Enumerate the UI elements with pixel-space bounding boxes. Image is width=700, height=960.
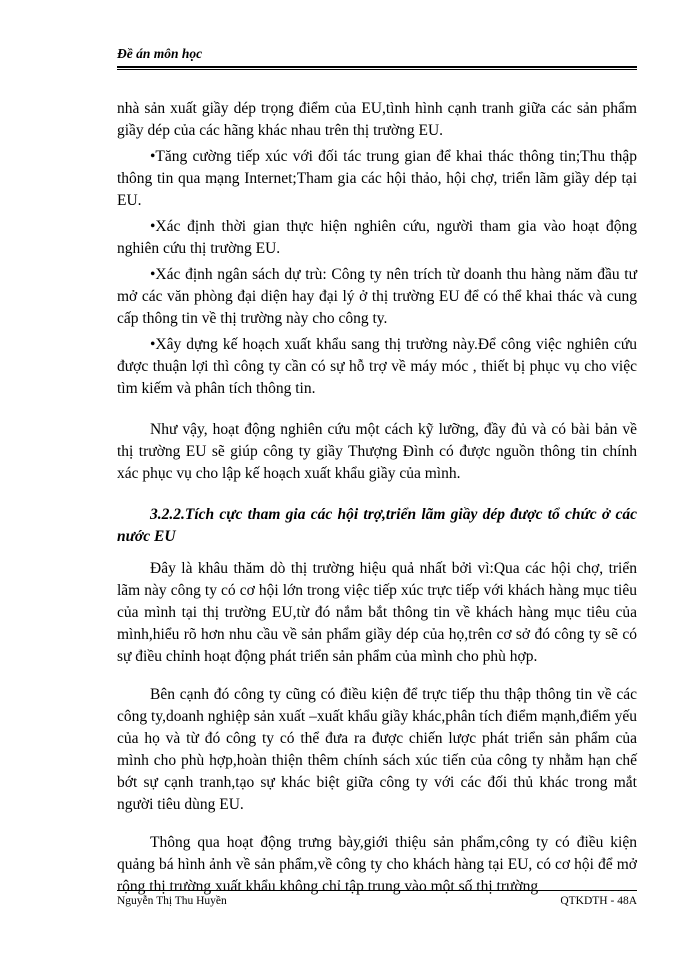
body-paragraph: Đây là khâu thăm dò thị trường hiệu quả nhất bởi vì:Qua các hội chợ, triển lãm này công ty có cơ hội lớn trong việc tiếp xúc trực tiếp với khách hàng mục tiêu của mình tại thị trường EU,từ đó nắm bắt thông tin về khách hàng mục tiêu của mình,hiểu rõ hơn nhu cầu về sản phẩm giầy dép của họ,trên cơ sở đó công ty sẽ có sự điều chỉnh hoạt động phát triển sản phẩm của mình cho phù hợp. bbox=[117, 560, 637, 665]
bullet-item: •Xác định thời gian thực hiện nghiên cứu, người tham gia vào hoạt động nghiên cứu thị trường EU. bbox=[117, 218, 637, 257]
intro-paragraph: nhà sản xuất giầy dép trọng điểm của EU,tình hình cạnh tranh giữa các sản phẩm giầy dép của các hãng khác nhau trên thị trường EU. bbox=[117, 100, 637, 139]
header-rule bbox=[117, 66, 637, 68]
body-paragraph: Thông qua hoạt động trưng bày,giới thiệu sản phẩm,công ty có điều kiện quảng bá hình ảnh về sản phẩm,về công ty cho khách hàng tại EU, có cơ hội để mở rộng thị trường xuất khẩu không chỉ tập trung vào một số thị trường bbox=[117, 834, 637, 895]
bullet-item: •Xây dựng kế hoạch xuất khẩu sang thị trường này.Để công việc nghiên cứu được thuận lợi thì công ty cần có sự hỗ trợ về máy móc , thiết bị phục vụ cho việc tìm kiếm và phân tích thông tin. bbox=[117, 336, 637, 397]
footer-author: Nguyễn Thị Thu Huyền bbox=[117, 895, 227, 907]
page-header bbox=[117, 46, 637, 66]
header-title: Đề án môn học bbox=[117, 46, 203, 61]
body-paragraph: Bên cạnh đó công ty cũng có điều kiện để trực tiếp thu thập thông tin về các công ty,doanh nghiệp sản xuất –xuất khẩu giầy khác,phân tích điểm mạnh,điểm yếu của họ và từ đó công ty có thể đưa ra được chiến lược phát triển sản phẩm của mình cho phù hợp,hoàn thiện thêm chính sách xúc tiến của công ty nhằm hạn chế bớt sự cạnh tranh,tạo sự khác biệt giữa công ty với các đối thủ khác trong mắt người tiêu dùng EU. bbox=[117, 686, 637, 813]
footer-class-code: QTKDTH - 48A bbox=[560, 895, 637, 907]
page-footer bbox=[117, 890, 637, 914]
bullet-item: •Xác định ngân sách dự trù: Công ty nên trích từ doanh thu hàng năm đầu tư mở các văn phòng đại diện hay đại lý ở thị trường EU để có thể khai thác và cung cấp thông tin về thị trường này cho công ty. bbox=[117, 266, 637, 327]
section-heading: 3.2.2.Tích cực tham gia các hội trợ,triển lãm giầy dép được tổ chức ở các nước EU bbox=[117, 506, 637, 545]
footer-rule bbox=[117, 890, 637, 891]
document-body bbox=[117, 98, 637, 914]
bullet-item: •Tăng cường tiếp xúc với đối tác trung gian để khai thác thông tin;Thu thập thông tin qua mạng Internet;Tham gia các hội thảo, hội chợ, triển lãm giầy dép tại EU. bbox=[117, 148, 637, 209]
summary-paragraph: Như vậy, hoạt động nghiên cứu một cách kỹ lưỡng, đầy đủ và có bài bản về thị trường EU sẽ giúp công ty giầy Thượng Đình có được nguồn thông tin chính xác phục vụ cho lập kế hoạch xuất khẩu giầy của mình. bbox=[117, 421, 637, 482]
header-rule-thin bbox=[117, 69, 637, 70]
